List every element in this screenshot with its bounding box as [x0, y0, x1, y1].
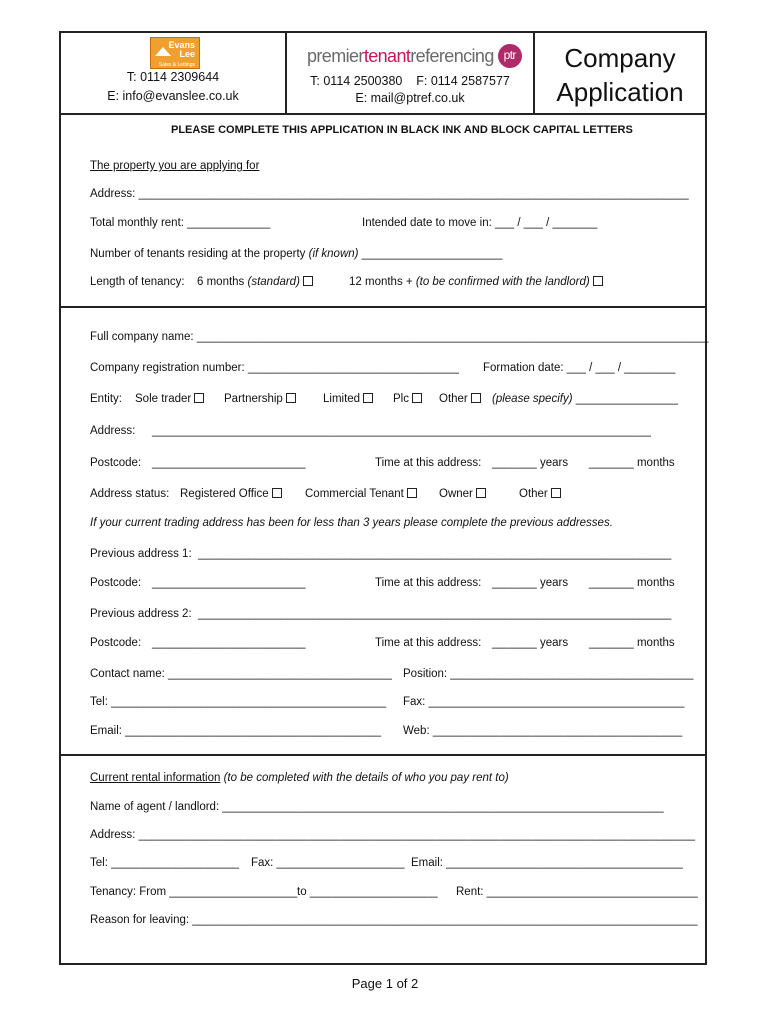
ptr-logo: premiertenantreferencing ptr	[307, 44, 522, 68]
company-tel-field[interactable]: Tel: ___________________________________________	[90, 696, 387, 708]
address-status-label: Address status:	[90, 488, 170, 500]
company-email-field[interactable]: Email: ________________________________________	[90, 725, 381, 737]
house-icon	[155, 47, 171, 56]
previous-address-1-label: Previous address 1:	[90, 548, 192, 560]
section-divider	[61, 306, 705, 308]
entity-label: Entity:	[90, 393, 122, 405]
checkbox[interactable]	[303, 276, 313, 286]
time-at-address-label: Time at this address:	[375, 457, 482, 469]
company-name-field[interactable]: Full company name: ________________________________________________________________________________	[90, 331, 709, 343]
checkbox[interactable]	[194, 393, 204, 403]
months-field[interactable]: _______ months	[589, 577, 675, 589]
position-field[interactable]: Position: ______________________________________	[403, 668, 694, 680]
status-owner[interactable]: Owner	[439, 487, 486, 501]
page-number: Page 1 of 2	[351, 976, 419, 991]
previous-address-note: If your current trading address has been for less than 3 years please complete the previous addresses.	[90, 517, 613, 529]
ptr-phone-fax: T: 0114 2500380 F: 0114 2587577	[310, 74, 510, 88]
months-field[interactable]: _______ months	[589, 637, 675, 649]
instructions: PLEASE COMPLETE THIS APPLICATION IN BLACK INK AND BLOCK CAPITAL LETTERS	[171, 124, 633, 136]
postcode-field[interactable]: ________________________	[152, 577, 306, 589]
previous-address-1-field[interactable]: __________________________________________________________________________	[198, 548, 672, 560]
contact-name-field[interactable]: Contact name: ___________________________________	[90, 668, 392, 680]
status-other[interactable]: Other	[519, 487, 561, 501]
years-field[interactable]: _______ years	[492, 637, 569, 649]
entity-specify-field[interactable]: (please specify) ________________	[492, 393, 679, 405]
evans-lee-email: E: info@evanslee.co.uk	[107, 89, 239, 103]
ptr-email: E: mail@ptref.co.uk	[355, 91, 465, 105]
rental-email-field[interactable]: Email: _____________________________________	[411, 857, 683, 869]
form-header	[61, 33, 705, 115]
company-fax-field[interactable]: Fax: ________________________________________	[403, 696, 685, 708]
evans-lee-cell	[61, 33, 287, 113]
checkbox[interactable]	[412, 393, 422, 403]
title-cell	[535, 33, 705, 113]
evans-lee-logo: Evans Lee Sales & Lettings	[150, 37, 200, 69]
evans-lee-phone: T: 0114 2309644	[126, 70, 220, 84]
checkbox[interactable]	[476, 488, 486, 498]
time-at-address-label: Time at this address:	[375, 577, 482, 589]
form-title: Company Application	[556, 43, 684, 107]
postcode-label: Postcode:	[90, 577, 142, 589]
reason-for-leaving-field[interactable]: Reason for leaving: _______________________________________________________________________________	[90, 914, 698, 926]
company-web-field[interactable]: Web: _______________________________________	[403, 725, 683, 737]
section-divider	[61, 754, 705, 756]
postcode-field[interactable]: ________________________	[152, 457, 306, 469]
rental-fax-field[interactable]: Fax: ____________________	[251, 857, 405, 869]
postcode-label: Postcode:	[90, 637, 142, 649]
ptr-cell	[287, 33, 535, 113]
previous-address-2-field[interactable]: __________________________________________________________________________	[198, 608, 672, 620]
checkbox[interactable]	[551, 488, 561, 498]
monthly-rent-field[interactable]: Total monthly rent: _____________	[90, 217, 271, 229]
registration-number-field[interactable]: Company registration number: _________________________________	[90, 362, 459, 374]
postcode-field[interactable]: ________________________	[152, 637, 306, 649]
rental-rent-field[interactable]: Rent: _________________________________	[456, 886, 698, 898]
previous-address-2-label: Previous address 2:	[90, 608, 192, 620]
six-months-option[interactable]: 6 months (standard)	[197, 275, 313, 289]
company-address-field[interactable]: ______________________________________________________________________________	[152, 425, 651, 437]
checkbox[interactable]	[272, 488, 282, 498]
entity-other[interactable]: Other	[439, 392, 481, 406]
property-heading: The property you are applying for	[90, 160, 260, 172]
entity-limited[interactable]: Limited	[323, 392, 373, 406]
agent-landlord-field[interactable]: Name of agent / landlord: _____________________________________________________________________	[90, 801, 664, 813]
postcode-label: Postcode:	[90, 457, 142, 469]
application-form	[59, 31, 707, 965]
company-address-label: Address:	[90, 425, 136, 437]
tenancy-to-field[interactable]: to ____________________	[297, 886, 438, 898]
months-field[interactable]: _______ months	[589, 457, 675, 469]
years-field[interactable]: _______ years	[492, 457, 569, 469]
number-of-tenants-field[interactable]: Number of tenants residing at the property (if known) ______________________	[90, 248, 503, 260]
property-address-field[interactable]: Address: ______________________________________________________________________________________	[90, 188, 689, 200]
checkbox[interactable]	[363, 393, 373, 403]
entity-partnership[interactable]: Partnership	[224, 392, 296, 406]
tenancy-from-field[interactable]: Tenancy: From ____________________	[90, 886, 298, 898]
formation-date-field[interactable]: Formation date: ___ / ___ / ________	[483, 362, 676, 374]
twelve-months-option[interactable]: 12 months + (to be confirmed with the landlord)	[349, 275, 603, 289]
move-in-date-field[interactable]: Intended date to move in: ___ / ___ / _______	[362, 217, 598, 229]
entity-plc[interactable]: Plc	[393, 392, 422, 406]
status-registered-office[interactable]: Registered Office	[180, 487, 282, 501]
rental-heading: Current rental information (to be completed with the details of who you pay rent to)	[90, 772, 509, 784]
rental-tel-field[interactable]: Tel: ____________________	[90, 857, 240, 869]
entity-sole-trader[interactable]: Sole trader	[135, 392, 204, 406]
status-commercial-tenant[interactable]: Commercial Tenant	[305, 487, 417, 501]
tenancy-length-label: Length of tenancy:	[90, 276, 185, 288]
time-at-address-label: Time at this address:	[375, 637, 482, 649]
checkbox[interactable]	[593, 276, 603, 286]
checkbox[interactable]	[286, 393, 296, 403]
checkbox[interactable]	[407, 488, 417, 498]
rental-address-field[interactable]: Address: _______________________________________________________________________________________	[90, 829, 696, 841]
years-field[interactable]: _______ years	[492, 577, 569, 589]
checkbox[interactable]	[471, 393, 481, 403]
